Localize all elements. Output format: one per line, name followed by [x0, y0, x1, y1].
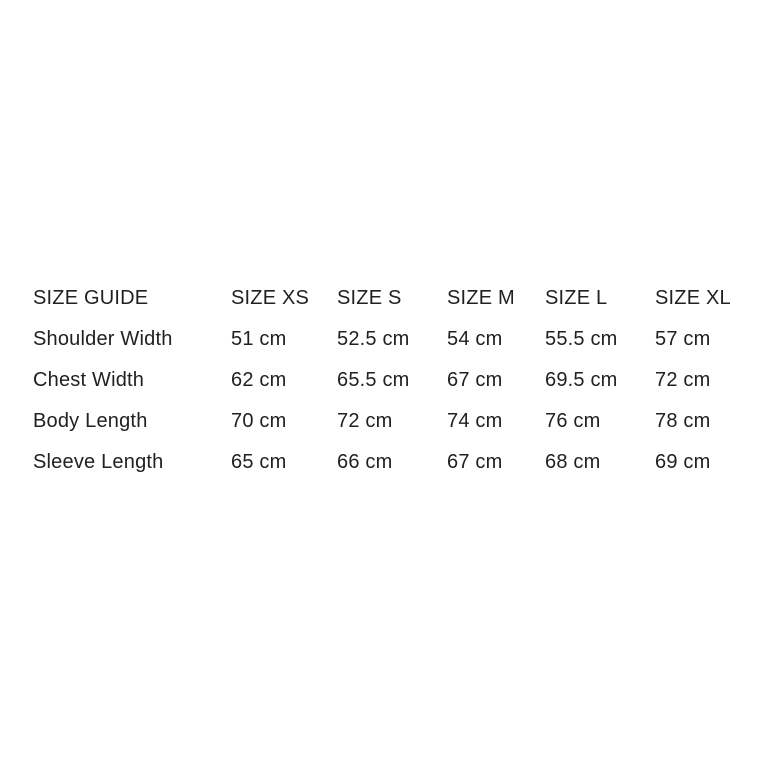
size-guide-title: SIZE GUIDE	[33, 286, 149, 309]
value-cell: 67 cm	[447, 450, 503, 473]
row-label: Shoulder Width	[33, 327, 173, 350]
value-cell: 76 cm	[545, 409, 601, 432]
value-cell: 65 cm	[231, 450, 287, 473]
size-guide-table	[33, 277, 760, 482]
table-row-sleeve-length	[33, 441, 760, 482]
value-cell: 67 cm	[447, 368, 503, 391]
table-row-shoulder-width	[33, 318, 760, 359]
value-cell: 54 cm	[447, 327, 503, 350]
value-cell: 66 cm	[337, 450, 393, 473]
column-header-size-l: SIZE L	[545, 286, 608, 309]
column-header-size-s: SIZE S	[337, 286, 402, 309]
column-header-size-xl: SIZE XL	[655, 286, 731, 309]
value-cell: 72 cm	[655, 368, 711, 391]
value-cell: 70 cm	[231, 409, 287, 432]
row-label: Sleeve Length	[33, 450, 164, 473]
row-label: Chest Width	[33, 368, 145, 391]
column-header-size-xs: SIZE XS	[231, 286, 310, 309]
table-row-body-length	[33, 400, 760, 441]
value-cell: 52.5 cm	[337, 327, 410, 350]
value-cell: 55.5 cm	[545, 327, 618, 350]
value-cell: 68 cm	[545, 450, 601, 473]
value-cell: 65.5 cm	[337, 368, 410, 391]
value-cell: 72 cm	[337, 409, 393, 432]
column-header-size-m: SIZE M	[447, 286, 515, 309]
value-cell: 69.5 cm	[545, 368, 618, 391]
value-cell: 62 cm	[231, 368, 287, 391]
table-row-chest-width	[33, 359, 760, 400]
size-table-header-row	[33, 277, 760, 318]
value-cell: 78 cm	[655, 409, 711, 432]
value-cell: 74 cm	[447, 409, 503, 432]
value-cell: 57 cm	[655, 327, 711, 350]
value-cell: 69 cm	[655, 450, 711, 473]
value-cell: 51 cm	[231, 327, 287, 350]
row-label: Body Length	[33, 409, 148, 432]
